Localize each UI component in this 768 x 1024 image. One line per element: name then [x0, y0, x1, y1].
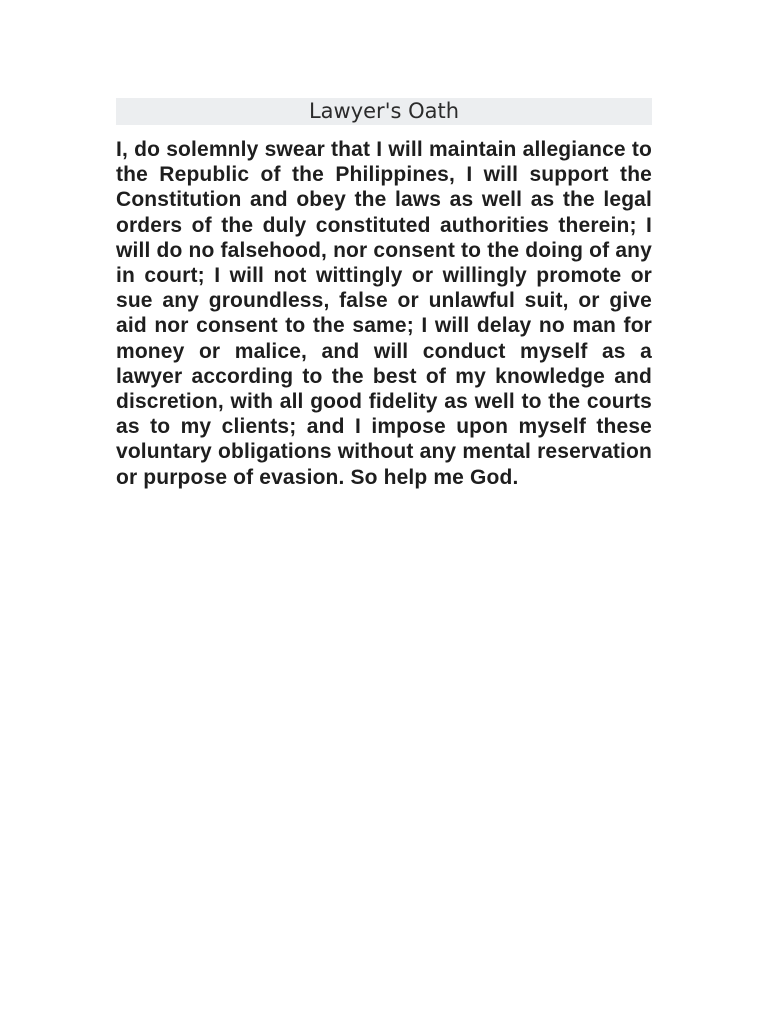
document-title: Lawyer's Oath [308, 99, 460, 123]
title-banner [116, 98, 652, 125]
oath-paragraph: I, do solemnly swear that I will maintain allegiance to the Republic of the Philippines, I will support the Constitution and obey the laws as well as the legal orders of the duly constituted authorities therein; I will do no falsehood, nor consent to the doing of any in court; I will not wittingly or willingly promote or sue any groundless, false or unlawful suit, or give aid nor consent to the same; I will delay no man for money or malice, and will conduct myself as a lawyer according to the best of my knowledge and discretion, with all good fidelity as well to the courts as to my clients; and I impose upon myself these voluntary obligations without any mental reservation or purpose of evasion. So help me God. [116, 138, 652, 489]
